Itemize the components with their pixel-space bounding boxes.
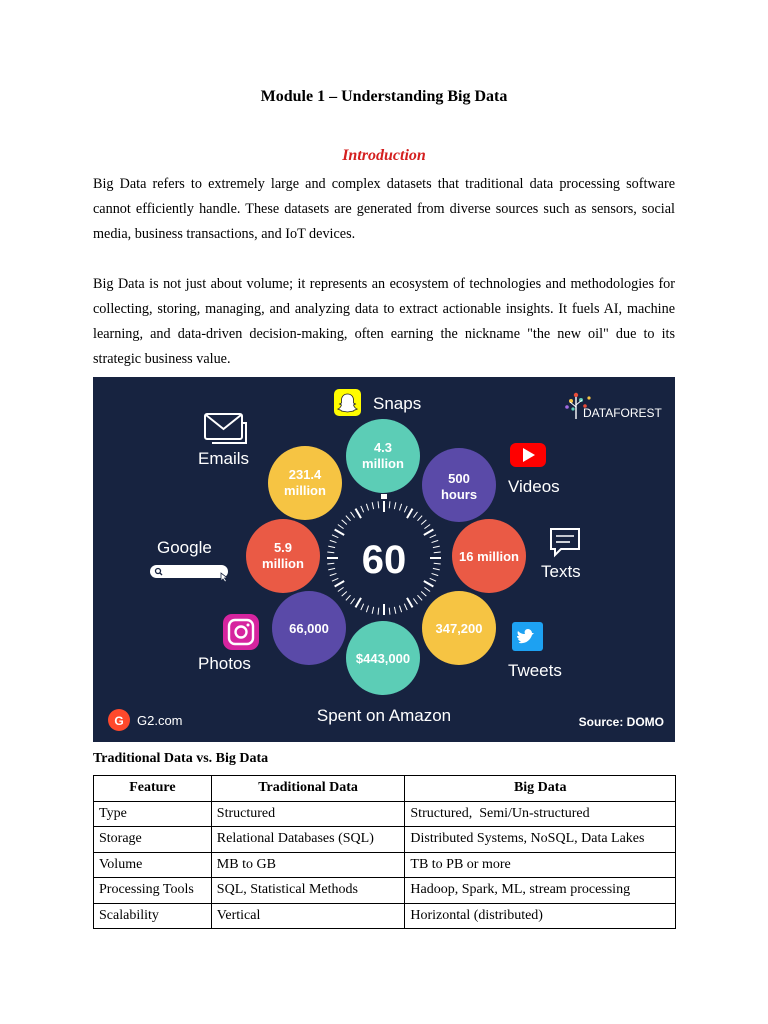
svg-text:4.3: 4.3 — [373, 440, 393, 455]
dial-tick — [389, 608, 390, 615]
table-cell: Vertical — [211, 903, 405, 929]
section-heading-introduction: Introduction — [342, 147, 426, 164]
dial-knob — [381, 494, 387, 499]
table-title: Traditional Data vs. Big Data — [93, 751, 269, 766]
svg-text:million: million — [362, 456, 404, 471]
brand-dataforest: DATAFOREST — [583, 406, 662, 420]
dial-tick — [342, 520, 347, 525]
dial-tick — [404, 506, 407, 512]
dial-tick — [366, 504, 368, 511]
dial-tick — [346, 595, 351, 600]
table-row — [94, 903, 676, 929]
dial-tick — [356, 598, 362, 608]
dial-tick — [372, 607, 373, 614]
svg-text:500: 500 — [448, 471, 470, 486]
table-cell: TB to PB or more — [405, 852, 676, 878]
dial-tick — [378, 501, 379, 508]
header-big-data: Big Data — [405, 776, 676, 802]
dial-tick — [327, 552, 334, 553]
dial-tick — [332, 578, 338, 581]
chat-bubble-icon — [551, 529, 579, 555]
table-cell: MB to GB — [211, 852, 405, 878]
dial-tick — [330, 573, 337, 575]
dial-tick — [350, 512, 354, 518]
svg-text:66,000: 66,000 — [289, 621, 329, 636]
table-cell: SQL, Statistical Methods — [211, 878, 405, 904]
circle-tweets — [422, 591, 496, 665]
dial-tick — [430, 578, 436, 581]
table-row — [94, 827, 676, 853]
dial-tick — [399, 606, 401, 613]
g2-logo-icon — [108, 709, 130, 731]
dial-tick — [330, 540, 337, 542]
table-cell: Volume — [94, 852, 212, 878]
twitter-icon — [512, 622, 543, 651]
dial-tick — [327, 563, 334, 564]
table-cell: Processing Tools — [94, 878, 212, 904]
snapchat-icon — [334, 389, 361, 416]
footer-source-domo: Source: DOMO — [578, 715, 664, 729]
circle-google — [246, 519, 320, 593]
dial-tick — [424, 587, 430, 591]
dial-tick — [434, 552, 441, 553]
dial-tick — [407, 598, 413, 608]
svg-text:$443,000: $443,000 — [355, 651, 411, 666]
comparison-table — [93, 775, 676, 929]
dial-tick — [432, 540, 439, 542]
dial-tick — [378, 608, 379, 615]
dial-tick — [421, 591, 426, 596]
table-cell: Scalability — [94, 903, 212, 929]
circle-snaps — [346, 419, 420, 493]
intro-paragraph-1: Big Data refers to extremely large and complex datasets that traditional data processing software cannot efficiently handle. These datasets are generated from diverse sources such as sensors, social media, business transactions, and IoT devices. — [93, 176, 675, 242]
label-emails: Emails — [198, 449, 250, 468]
dial-tick — [328, 568, 335, 569]
footer-g2-com: G2.com — [137, 713, 183, 728]
label-google: Google — [157, 538, 212, 557]
label-photos: Photos — [198, 654, 251, 673]
dial-tick — [338, 524, 344, 528]
page-title: Module 1 – Understanding Big Data — [260, 88, 508, 105]
dial-tick — [417, 595, 422, 600]
svg-text:231.4: 231.4 — [288, 467, 322, 482]
dial-tick — [372, 502, 373, 509]
instagram-icon — [223, 614, 259, 650]
table-cell: Type — [94, 801, 212, 827]
dial-tick — [350, 598, 354, 604]
dial-tick — [328, 546, 335, 547]
label-texts: Texts — [541, 562, 581, 581]
dial-tick — [407, 509, 413, 519]
table-cell: Hadoop, Spark, ML, stream processing — [405, 878, 676, 904]
circle-photos — [272, 591, 346, 665]
svg-text:G: G — [114, 714, 124, 728]
circle-videos — [422, 448, 496, 522]
table-cell: Relational Databases (SQL) — [211, 827, 405, 853]
dial-tick — [399, 504, 401, 511]
table-header-row — [94, 776, 676, 802]
svg-text:million: million — [284, 483, 326, 498]
label-spent-on-amazon: Spent on Amazon — [316, 706, 452, 725]
dial-tick — [413, 512, 417, 518]
svg-text:347,200: 347,200 — [435, 621, 483, 636]
header-feature: Feature — [94, 776, 212, 802]
dial-tick — [434, 563, 441, 564]
table-cell: Storage — [94, 827, 212, 853]
header-traditional-data: Traditional Data — [211, 776, 405, 802]
dial-tick — [394, 502, 395, 509]
label-videos: Videos — [508, 477, 560, 496]
circle-texts — [452, 519, 526, 593]
dial-tick — [417, 516, 422, 521]
dial-tick — [394, 607, 395, 614]
dial-tick — [389, 501, 390, 508]
dial-tick — [332, 535, 338, 538]
dial-tick — [424, 524, 430, 528]
dial-tick — [424, 530, 434, 536]
dial-tick — [404, 604, 407, 610]
dial-tick — [361, 506, 364, 512]
table-row — [94, 852, 676, 878]
svg-text:hours: hours — [440, 487, 478, 502]
dial-tick — [430, 535, 436, 538]
dial-tick — [413, 598, 417, 604]
center-value-60: 60 — [361, 538, 407, 582]
dial-tick — [366, 606, 368, 613]
dial-tick — [356, 509, 362, 519]
envelope-icon — [205, 414, 246, 443]
table-row — [94, 801, 676, 827]
dial-tick — [433, 568, 440, 569]
table-row — [94, 878, 676, 904]
table-cell: Horizontal (distributed) — [405, 903, 676, 929]
circle-amazon — [346, 621, 420, 695]
circle-emails — [268, 446, 342, 520]
table-cell: Distributed Systems, NoSQL, Data Lakes — [405, 827, 676, 853]
dial-tick — [346, 516, 351, 521]
big-data-infographic — [93, 377, 675, 742]
svg-text:million: million — [262, 556, 304, 571]
label-snaps: Snaps — [373, 394, 422, 413]
search-bar-icon — [150, 565, 228, 582]
dial-tick — [424, 581, 434, 587]
table-cell: Structured — [211, 801, 405, 827]
label-tweets: Tweets — [508, 661, 562, 680]
svg-text:16 million: 16 million — [459, 549, 519, 564]
youtube-icon — [510, 443, 546, 467]
dial-tick — [361, 604, 364, 610]
table-cell: Structured, Semi/Un-structured — [405, 801, 676, 827]
dial-tick — [432, 573, 439, 575]
dial-tick — [335, 581, 345, 587]
dial-tick — [335, 530, 345, 536]
dial-tick — [433, 546, 440, 547]
intro-paragraph-2: Big Data is not just about volume; it represents an ecosystem of technologies and methodologies for collecting, storing, managing, and analyzing data to extract actionable insights. It fuels AI, machine learning, and data-driven decision-making, often earning the nickname "the new oil" due to its strategic business value. — [93, 276, 675, 367]
dial-tick — [338, 587, 344, 591]
dial-tick — [421, 520, 426, 525]
dial-tick — [342, 591, 347, 596]
svg-text:5.9: 5.9 — [273, 540, 293, 555]
